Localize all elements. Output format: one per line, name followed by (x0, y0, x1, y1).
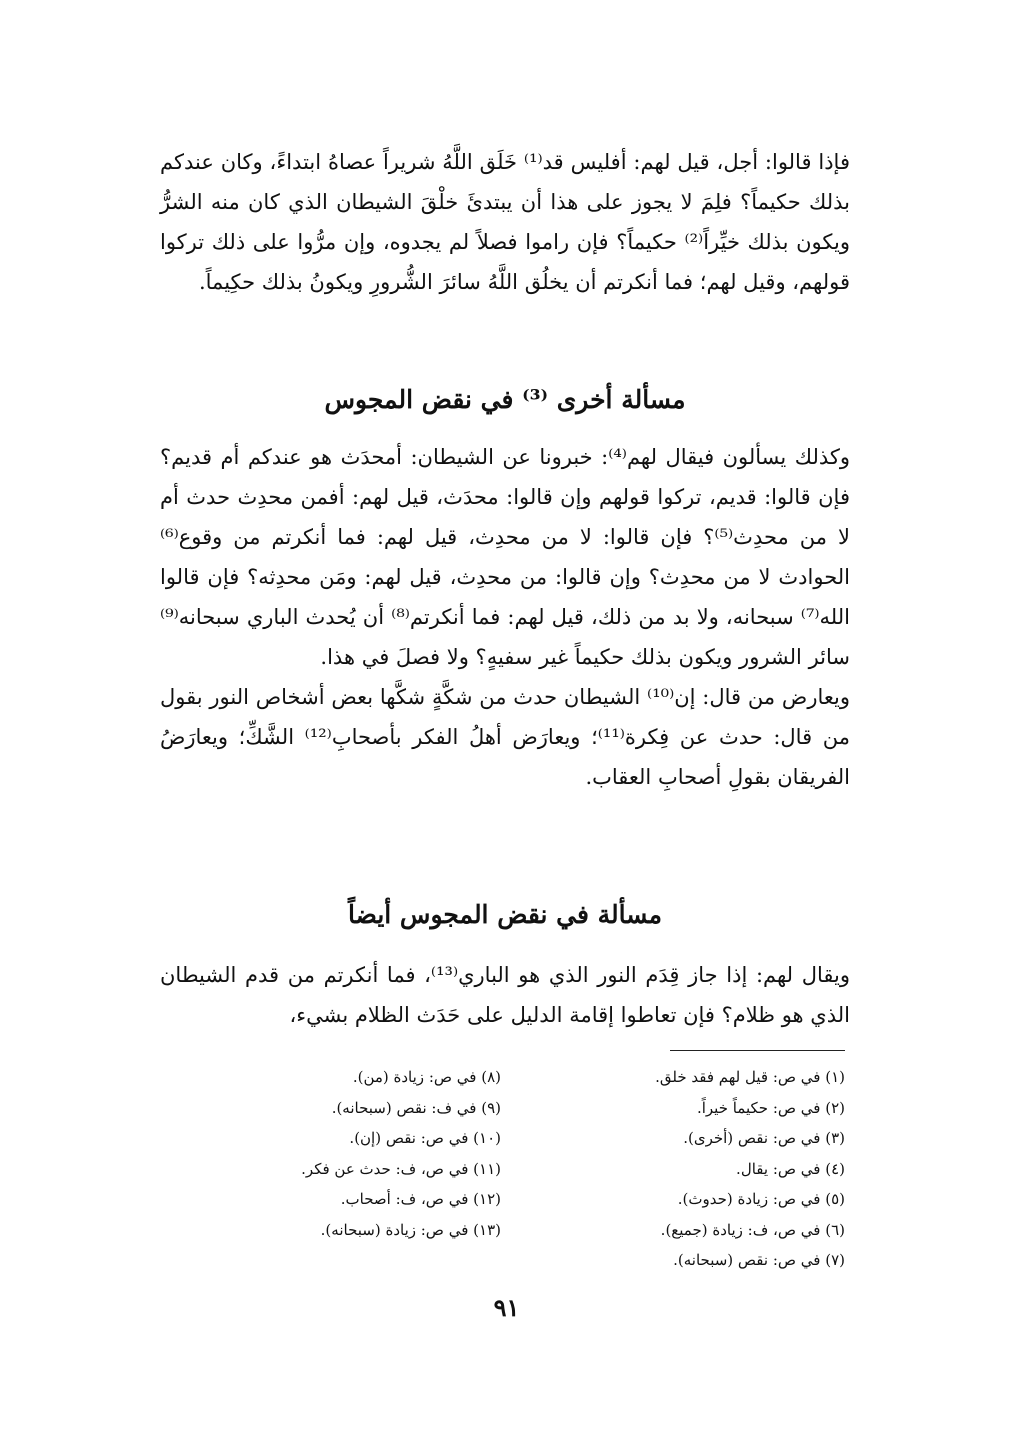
section-heading-majus-also: مسألة في نقض المجوس أيضاً (348, 900, 662, 929)
page-number: ٩١ (493, 1293, 520, 1322)
footnote: (٢) في ص: حكيماً خيراً. (696, 1098, 845, 1117)
footnotes-left-column (301, 1062, 501, 1245)
footnote: (٥) في ص: زيادة (حدوث). (677, 1190, 845, 1208)
footnotes-right-column (655, 1062, 845, 1276)
footnote: (٩) في ف: نقص (سبحانه). (331, 1098, 501, 1117)
paragraph: ويقال لهم: إذا جاز قِدَم النور الذي هو الباري⁽¹³⁾، فما أنكرتم من قدم الشيطان الذي هو ظلام؟ فإن تعاطوا إقامة الدليل على حَدَث الظلام بشيء، (160, 963, 850, 1027)
middle-paragraph-block (160, 437, 850, 797)
footnote: (٧) في ص: نقص (سبحانه). (673, 1251, 845, 1269)
footnote: (١٠) في ص: نقص (إن). (349, 1129, 501, 1147)
paragraph: وكذلك يسألون فيقال لهم⁽⁴⁾: خبرونا عن الشيطان: أمحدَث هو عندكم أم قديم؟ فإن قالوا: قديم، تركوا قولهم وإن قالوا: محدَث، قيل لهم: أفمن محدِث حدث أم لا من محدِث⁽⁵⁾؟ فإن قالوا: لا من محدِث، قيل لهم: فما أنكرتم من وقوع⁽⁶⁾ الحوادث لا من محدِث؟ وإن قالوا: من محدِث، قيل لهم: ومَن محدِثه؟ فإن قالوا الله⁽⁷⁾ سبحانه، ولا بد من ذلك، قيل لهم: فما أنكرتم⁽⁸⁾ أن يُحدث الباري سبحانه⁽⁹⁾ سائر الشرور ويكون بذلك حكيماً غير سفيهٍ؟ ولا فصلَ في هذا. (160, 445, 851, 669)
paragraph: ويعارض من قال: إن⁽¹⁰⁾ الشيطان حدث من شكَّةٍ شكَّها بعض أشخاص النور بقول من قال: حدث عن فِكرة⁽¹¹⁾؛ ويعارَض أهلُ الفكر بأصحابِ⁽¹²⁾ الشَّكِّ؛ ويعارَضُ الفريقان بقولِ أصحابِ العقاب. (160, 685, 850, 789)
footnote: (١٣) في ص: زيادة (سبحانه). (320, 1220, 501, 1239)
footnote: (٦) في ص، ف: زيادة (جميع). (660, 1220, 845, 1239)
footnote: (٤) في ص: يقال. (736, 1159, 845, 1178)
footnote: (٨) في ص: زيادة (من). (352, 1068, 501, 1086)
footnote: (١) في ص: قيل لهم فقد خلق. (655, 1068, 845, 1086)
footnote: (١٢) في ص، ف: أصحاب. (340, 1190, 501, 1208)
paragraph: فإذا قالوا: أجل، قيل لهم: أفليس قد⁽¹⁾ خَلَق اللَّهُ شريراً عصاهُ ابتداءً، وكان عندكم بذلك حكيماً؟ فلِمَ لا يجوز على هذا أن يبتدئَ خلْقَ الشيطان الذي كان منه الشرُّ ويكون بذلك خيِّراً⁽²⁾ حكيماً؟ فإن راموا فصلاً لم يجدوه، وإن مرُّوا على ذلك تركوا قولهم، وقيل لهم؛ فما أنكرتم أن يخلُق اللَّهُ سائرَ الشُّرورِ ويكونُ بذلك حكِيماً. (160, 150, 850, 294)
footnote: (١١) في ص، ف: حدث عن فكر. (301, 1159, 501, 1178)
footnote: (٣) في ص: نقص (أخرى). (683, 1129, 845, 1147)
footnote-separator (670, 1050, 845, 1051)
section-heading-other-question: مسألة أخرى ⁽³⁾ في نقض المجوس (324, 385, 686, 414)
opening-paragraph-block (160, 142, 850, 302)
closing-paragraph-block (160, 955, 850, 1035)
